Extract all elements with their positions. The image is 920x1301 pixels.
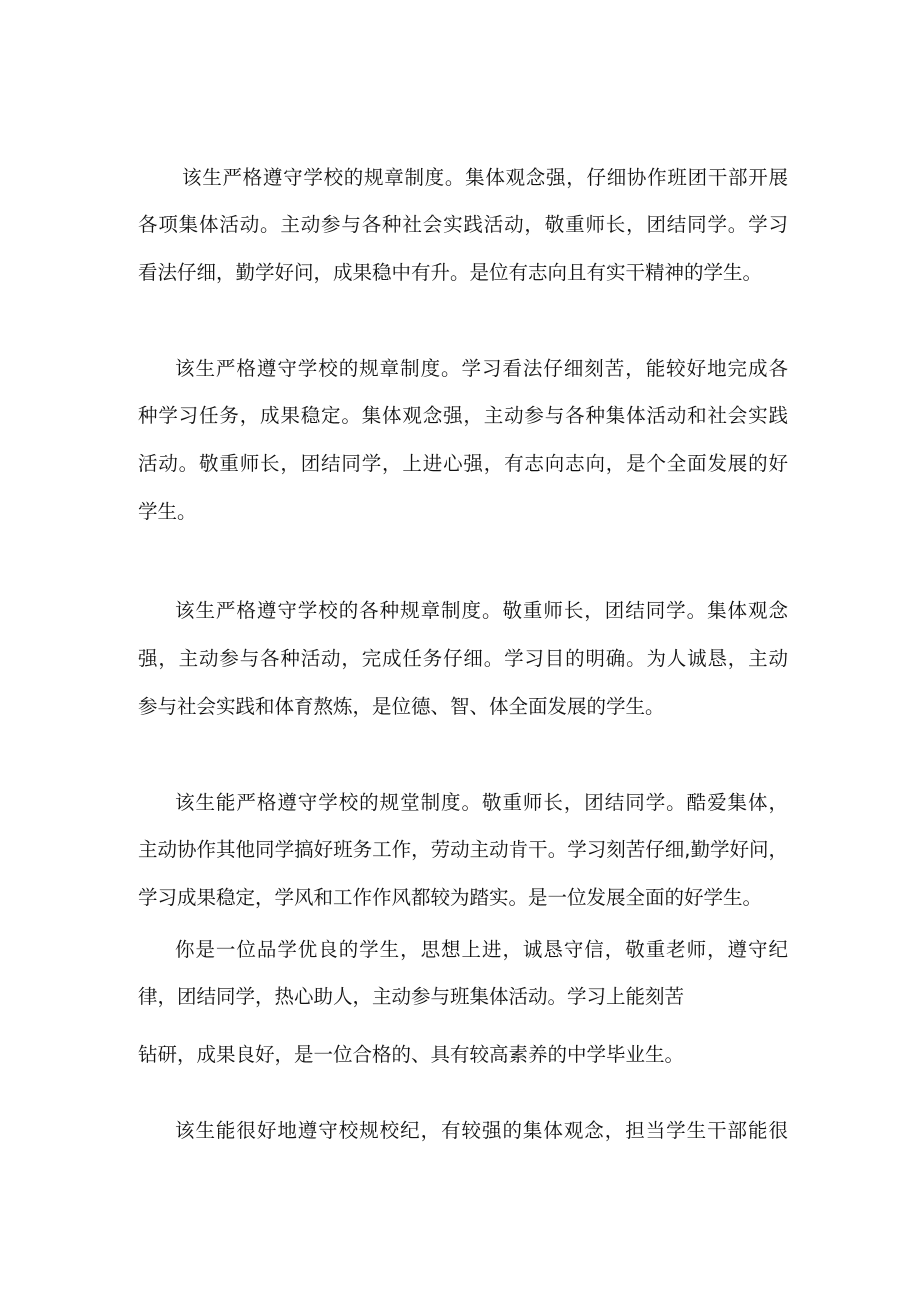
paragraph-4-line-2: 主动协作其他同学搞好班务工作，劳动主动肯干。学习刻苦仔细,勤学好问， bbox=[138, 838, 788, 861]
paragraph-6-line-1: 该生能很好地遵守校规校纪，有较强的集体观念，担当学生干部能很 bbox=[175, 1119, 788, 1142]
paragraph-2-line-1: 该生严格遵守学校的规章制度。学习看法仔细刻苦，能较好地完成各 bbox=[175, 357, 788, 380]
paragraph-2-line-3: 活动。敬重师长，团结同学，上进心强，有志向志向，是个全面发展的好 bbox=[138, 452, 788, 475]
paragraph-1-line-1: 该生严格遵守学校的规章制度。集体观念强，仔细协作班团干部开展 bbox=[182, 166, 788, 189]
paragraph-3-line-1: 该生严格遵守学校的各种规章制度。敬重师长，团结同学。集体观念 bbox=[175, 599, 788, 622]
paragraph-4-line-3: 学习成果稳定，学风和工作作风都较为踏实。是一位发展全面的好学生。 bbox=[138, 886, 763, 909]
paragraph-3-line-3: 参与社会实践和体育熬炼，是位德、智、体全面发展的学生。 bbox=[138, 695, 665, 718]
paragraph-1-line-3: 看法仔细，勤学好问，成果稳中有升。是位有志向且有实干精神的学生。 bbox=[138, 261, 763, 284]
paragraph-1-line-2: 各项集体活动。主动参与各种社会实践活动，敬重师长，团结同学。学习 bbox=[138, 213, 788, 236]
paragraph-2-line-2: 种学习任务，成果稳定。集体观念强，主动参与各种集体活动和社会实践 bbox=[138, 404, 788, 427]
paragraph-3-line-2: 强，主动参与各种活动，完成任务仔细。学习目的明确。为人诚恳，主动 bbox=[138, 647, 788, 670]
paragraph-5-line-1: 你是一位品学优良的学生，思想上进，诚恳守信，敬重老师，遵守纪 bbox=[175, 938, 788, 961]
paragraph-4-line-1: 该生能严格遵守学校的规堂制度。敬重师长，团结同学。酷爱集体， bbox=[175, 791, 788, 814]
paragraph-5-line-3: 钻研，成果良好，是一位合格的、具有较高素养的中学毕业生。 bbox=[138, 1043, 685, 1066]
paragraph-5-line-2: 律，团结同学，热心助人，主动参与班集体活动。学习上能刻苦 bbox=[138, 985, 685, 1008]
paragraph-2-line-4: 学生。 bbox=[138, 500, 197, 523]
